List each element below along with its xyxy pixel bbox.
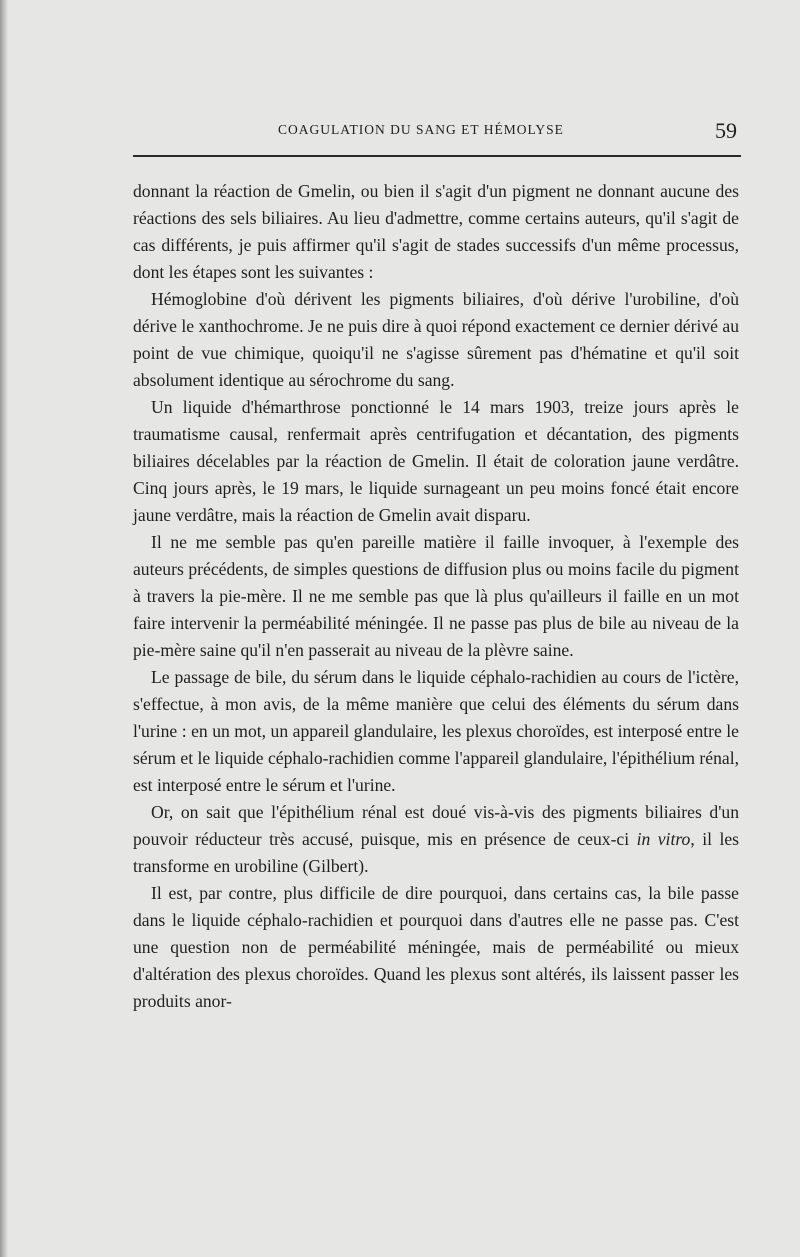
paragraph-6-italic: in vitro	[636, 829, 691, 849]
page-number: 59	[715, 118, 737, 143]
paragraph-6	[133, 799, 739, 880]
header-rule	[133, 155, 741, 157]
paragraph-7: Il est, par contre, plus difficile de dire pourquoi, dans certains cas, la bile passe dans le liquide céphalo-rachidien et pourquoi dans d'autres elle ne passe pas. C'est une question non de perméabilité méningée, mais de perméabilité ou mieux d'altération des plexus choroïdes. Quand les plexus sont altérés, ils laissent passer les produits anor-	[133, 883, 739, 1011]
body-text	[133, 178, 739, 1015]
running-title: COAGULATION DU SANG ET HÉMOLYSE	[278, 122, 564, 137]
paragraph-2: Hémoglobine d'où dérivent les pigments biliaires, d'où dérive l'urobiline, d'où dérive le xanthochrome. Je ne puis dire à quoi répond exactement ce dernier dérivé au point de vue chimique, quoiqu'il ne s'agisse sûrement pas d'hématine et qu'il soit absolument identique au sérochrome du sang.	[133, 289, 739, 390]
paragraph-5: Le passage de bile, du sérum dans le liquide céphalo-rachidien au cours de l'ictère, s'effectue, à mon avis, de la même manière que celui des éléments du sérum dans l'urine : en un mot, un appareil glandulaire, les plexus choroïdes, est interposé entre le sérum et le liquide céphalo-rachidien comme l'appareil glandulaire, l'épithélium rénal, est interposé entre le sérum et l'urine.	[133, 667, 739, 795]
page-edge-shadow	[0, 0, 8, 1257]
paragraph-6-after: , il les transforme en urobiline (Gilbert).	[133, 829, 739, 876]
paragraph-1: donnant la réaction de Gmelin, ou bien il s'agit d'un pigment ne donnant aucune des réactions des sels biliaires. Au lieu d'admettre, comme certains auteurs, qu'il s'agit de cas différents, je puis affirmer qu'il s'agit de stades successifs d'un même processus, dont les étapes sont les suivantes :	[133, 181, 739, 282]
paragraph-4: Il ne me semble pas qu'en pareille matière il faille invoquer, à l'exemple des auteurs précédents, de simples questions de diffusion plus ou moins facile du pigment à travers la pie-mère. Il ne me semble pas que là plus qu'ailleurs il faille en un mot faire intervenir la perméabilité méningée. Il ne passe pas plus de bile au niveau de la pie-mère saine qu'il n'en passerait au niveau de la plèvre saine.	[133, 532, 739, 660]
page-header	[133, 118, 741, 148]
paragraph-3: Un liquide d'hémarthrose ponctionné le 14 mars 1903, treize jours après le traumatisme causal, renfermait après centrifugation et décantation, des pigments biliaires décelables par la réaction de Gmelin. Il était de coloration jaune verdâtre. Cinq jours après, le 19 mars, le liquide surnageant un peu moins foncé était encore jaune verdâtre, mais la réaction de Gmelin avait disparu.	[133, 397, 739, 525]
paragraph-6-before: Or, on sait que l'épithélium rénal est doué vis-à-vis des pigments biliaires d'un pouvoir réducteur très accusé, puisque, mis en présence de ceux-ci	[133, 802, 739, 849]
